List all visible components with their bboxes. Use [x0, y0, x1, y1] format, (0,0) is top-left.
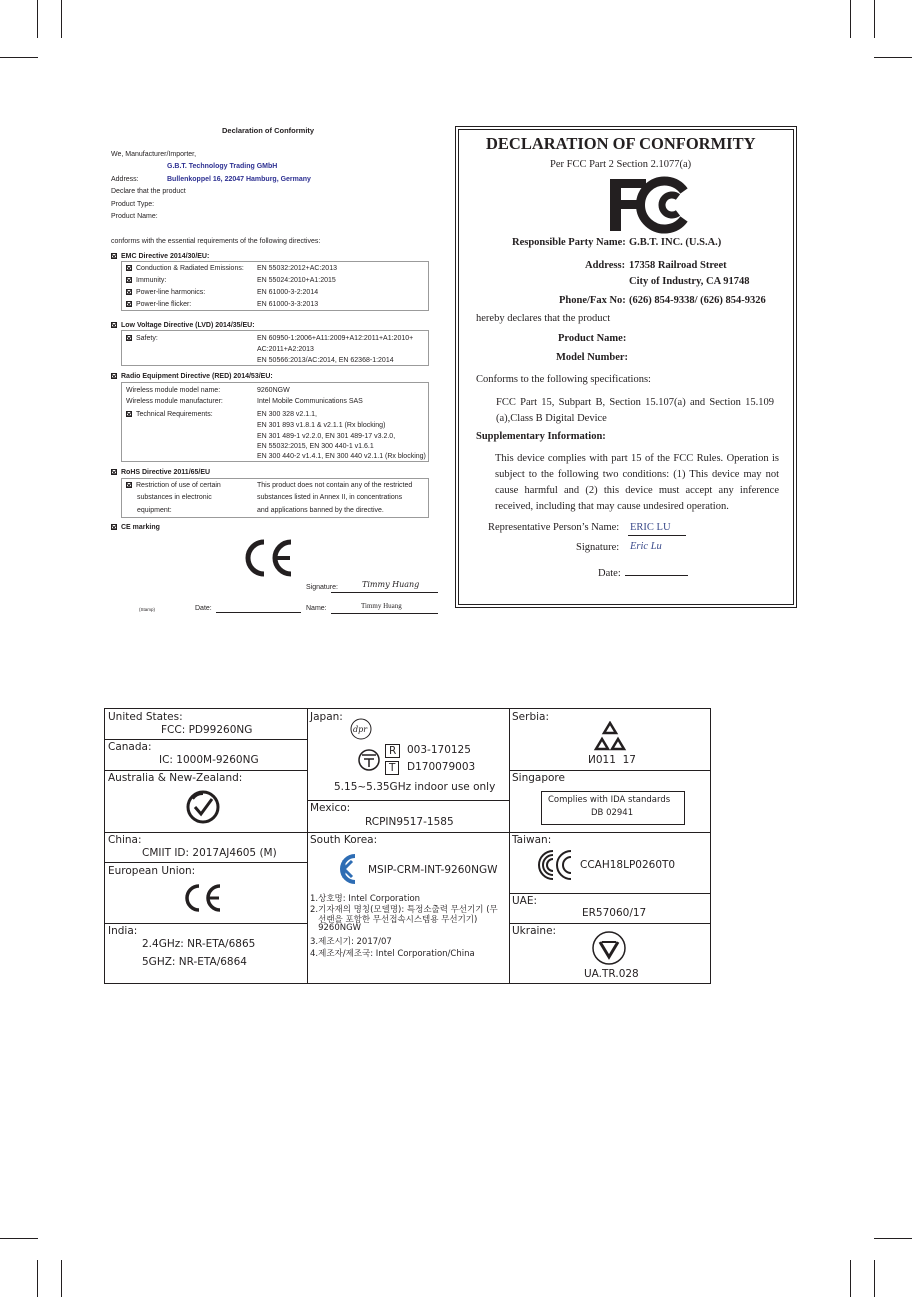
red-mfr-label: Wireless module manufacturer:: [126, 398, 223, 405]
crop-mark: [61, 0, 62, 38]
crop-mark: [850, 1260, 851, 1297]
crop-mark: [37, 1260, 38, 1297]
emc-row-value: EN 61000-3-3:2013: [257, 301, 319, 308]
us-value: FCC: PD99260NG: [161, 724, 253, 736]
fcc-product-name-label: Product Name:: [558, 333, 627, 344]
crop-mark: [874, 57, 912, 58]
ukraine-label: Ukraine:: [512, 925, 557, 937]
korea-label: South Korea:: [310, 834, 378, 846]
crop-mark: [850, 0, 851, 38]
fcc-subtitle: Per FCC Part 2 Section 2.1077(a): [550, 159, 692, 170]
cert-table: [104, 708, 711, 984]
red-model-value: 9260NGW: [257, 387, 290, 394]
red-tech-line: EN 300 440-2 v1.4.1, EN 300 440 v2.1.1 (Rx blocking): [257, 453, 426, 460]
taiwan-value: CCAH18LP0260T0: [580, 859, 676, 871]
japan-label: Japan:: [310, 711, 343, 723]
eu-signature-value: Timmy Huang: [362, 580, 420, 589]
india-line2: 5GHZ: NR-ETA/6864: [142, 956, 247, 968]
lvd-line: AC:2011+A2:2013: [257, 346, 314, 353]
rohs-right-line: This product does not contain any of the restricted: [257, 482, 413, 489]
fcc-rep-label: Representative Person’s Name:: [488, 522, 620, 533]
serbia-mark-icon: [593, 721, 627, 753]
canada-value: IC: 1000M-9260NG: [159, 754, 259, 766]
ce-heading: CE marking: [111, 523, 160, 532]
aus-label: Australia & New-Zealand:: [108, 772, 243, 784]
lvd-label: Safety:: [126, 334, 158, 343]
eu-address-label: Address:: [111, 176, 139, 183]
lvd-line: EN 50566:2013/AC:2014, EN 62368-1:2014: [257, 357, 394, 364]
eu-declare: Declare that the product: [111, 188, 186, 195]
crop-mark: [874, 0, 875, 38]
red-mfr-value: Intel Mobile Communications SAS: [257, 398, 363, 405]
us-label: United States:: [108, 711, 183, 723]
fcc-logo-icon: [606, 175, 690, 235]
eu-conforms: conforms with the essential requirements of the following directives:: [111, 238, 321, 245]
ncc-mark-icon: [535, 847, 575, 883]
fcc-conforms: Conforms to the following specifications:: [476, 374, 651, 385]
rohs-right-line: and applications banned by the directive.: [257, 507, 384, 514]
india-line1: 2.4GHz: NR-ETA/6865: [142, 938, 256, 950]
korea-value: MSIP-CRM-INT-9260NGW: [368, 864, 498, 876]
emc-row-value: EN 55032:2012+AC:2013: [257, 265, 337, 272]
fcc-address-label: Address:: [585, 260, 626, 271]
red-heading: Radio Equipment Directive (RED) 2014/53/EU:: [111, 372, 273, 381]
fcc-title: DECLARATION OF CONFORMITY: [486, 134, 756, 153]
crop-mark: [874, 1238, 912, 1239]
red-tech-line: EN 55032:2015, EN 300 440-1 v1.6.1: [257, 443, 374, 450]
crop-mark: [61, 1260, 62, 1297]
eu-signature-line: [331, 592, 438, 593]
fcc-sig-value: Eric Lu: [630, 541, 662, 552]
svg-text:dpr: dpr: [353, 725, 368, 734]
emc-heading: EMC Directive 2014/30/EU:: [111, 252, 209, 261]
lvd-line: EN 60950-1:2006+A11:2009+A12:2011+A1:2010+: [257, 335, 414, 342]
eu-signature-label: Signature:: [306, 584, 338, 591]
rohs-heading: RoHS Directive 2011/65/EU: [111, 468, 210, 477]
korea-line: 4.제조자/제조국: Intel Corporation/China: [310, 949, 475, 959]
mexico-label: Mexico:: [310, 802, 351, 814]
telec-mark-icon: [350, 718, 372, 740]
korea-line: 9260NGW: [310, 923, 362, 933]
giteki-mark-icon: [357, 745, 381, 775]
emc-row-label: Immunity:: [126, 276, 166, 285]
fcc-spec-text: FCC Part 15, Subpart B, Section 15.107(a) and Section 15.109 (a),Class B Digital Device: [496, 397, 774, 424]
india-label: India:: [108, 925, 138, 937]
china-value: CMIIT ID: 2017AJ4605 (M): [142, 847, 277, 859]
fcc-address-line1: 17358 Railroad Street: [629, 260, 727, 271]
uae-value: ER57060/17: [582, 907, 647, 919]
uae-label: UAE:: [512, 895, 538, 907]
fcc-rep-value: ERIC LU: [630, 522, 671, 533]
japan-t-code: T: [385, 761, 399, 775]
rohs-right-line: substances listed in Annex II, in concentrations: [257, 494, 403, 501]
kc-mark-icon: [335, 852, 363, 886]
crop-mark: [0, 57, 38, 58]
fcc-phone-value: (626) 854-9338/ (626) 854-9326: [629, 295, 766, 306]
eu-company: G.B.T. Technology Trading GMbH: [167, 163, 278, 170]
crop-mark: [0, 1238, 38, 1239]
fcc-date-line: [625, 575, 688, 576]
serbia-value: И011 17: [588, 754, 636, 766]
ce-mark-icon: [181, 883, 223, 913]
ukraine-mark-icon: [591, 930, 627, 966]
fcc-supp-text: This device complies with part 15 of the FCC Rules. Operation is subject to the following two conditions: (1) This device may not cause harmful and (2) this device must accept any inference received, including that may cause undesired operation.: [495, 453, 779, 512]
rohs-left-line: substances in electronic: [137, 494, 212, 501]
fcc-hereby: hereby declares that the product: [476, 313, 611, 324]
fcc-model-label: Model Number:: [556, 352, 629, 363]
ce-mark-icon: [240, 538, 296, 578]
korea-line: 2.기자재의 명칭(모델명): 특정소출력 무선기기 (무: [310, 905, 498, 915]
emc-row-value: EN 61000-3-2:2014: [257, 289, 319, 296]
eu-intro: We, Manufacturer/Importer,: [111, 151, 197, 158]
japan-r-code: R: [385, 744, 400, 758]
eu-stamp: (Stamp): [139, 607, 156, 612]
singapore-label: Singapore: [512, 772, 565, 784]
emc-row-value: EN 55024:2010+A1:2015: [257, 277, 336, 284]
korea-line: 1.상호명: Intel Corporation: [310, 894, 421, 904]
eu-product-name-label: Product Name:: [111, 213, 158, 220]
red-tech-line: EN 300 328 v2.1.1,: [257, 411, 317, 418]
red-tech-line: EN 301 489-1 v2.2.0, EN 301 489-17 v3.2.0,: [257, 433, 396, 440]
korea-line: 3.제조시기: 2017/07: [310, 937, 392, 947]
ukraine-value: UA.TR.028: [584, 968, 639, 980]
fcc-supp-heading: Supplementary Information:: [476, 431, 606, 442]
korea-line: 선랜을 포함한 무선접속시스템용 무선기기): [310, 915, 478, 925]
eu-product-type-label: Product Type:: [111, 201, 155, 208]
japan-band: 5.15~5.35GHz indoor use only: [334, 781, 496, 793]
fcc-address-line2: City of Industry, CA 91748: [629, 276, 750, 287]
red-model-label: Wireless module model name:: [126, 387, 221, 394]
eu-title: Declaration of Conformity: [222, 126, 315, 135]
fcc-sig-label: Signature:: [576, 542, 620, 553]
eu-address-value: Bullenkoppel 16, 22047 Hamburg, Germany: [167, 176, 311, 183]
eu-label: European Union:: [108, 865, 196, 877]
taiwan-label: Taiwan:: [512, 834, 552, 846]
fcc-party-label: Responsible Party Name:: [512, 237, 626, 248]
emc-row-label: Power-line harmonics:: [126, 288, 205, 297]
emc-row-label: Conduction & Radiated Emissions:: [126, 264, 244, 273]
eu-name-label: Name:: [306, 605, 327, 612]
red-tech-label: Technical Requirements:: [126, 410, 213, 419]
singapore-line1: Complies with IDA standards: [548, 795, 671, 805]
eu-name-value: Timmy Huang: [361, 602, 402, 610]
fcc-rep-line: [628, 535, 686, 536]
fcc-party-value: G.B.T. INC. (U.S.A.): [629, 237, 722, 248]
eu-name-line: [331, 613, 438, 614]
eu-date-line: [216, 612, 301, 613]
fcc-date-label: Date:: [598, 568, 621, 579]
eu-date-label: Date:: [195, 605, 212, 612]
canada-label: Canada:: [108, 741, 152, 753]
rohs-left-line: equipment:: [137, 507, 172, 514]
crop-mark: [874, 1260, 875, 1297]
serbia-label: Serbia:: [512, 711, 549, 723]
mexico-value: RCPIN9517-1585: [365, 816, 454, 828]
china-label: China:: [108, 834, 142, 846]
crop-mark: [37, 0, 38, 38]
rcm-mark-icon: [185, 789, 221, 825]
fcc-phone-label: Phone/Fax No:: [559, 295, 626, 306]
singapore-line2: DB 02941: [591, 808, 634, 818]
rohs-left-line: Restriction of use of certain: [126, 481, 221, 490]
emc-row-label: Power-line flicker:: [126, 300, 191, 309]
japan-r-value: 003-170125: [407, 744, 471, 756]
red-tech-line: EN 301 893 v1.8.1 & v2.1.1 (Rx blocking): [257, 422, 386, 429]
japan-t-value: D170079003: [407, 761, 476, 773]
fcc-declaration: [455, 126, 797, 608]
lvd-heading: Low Voltage Directive (LVD) 2014/35/EU:: [111, 321, 255, 330]
